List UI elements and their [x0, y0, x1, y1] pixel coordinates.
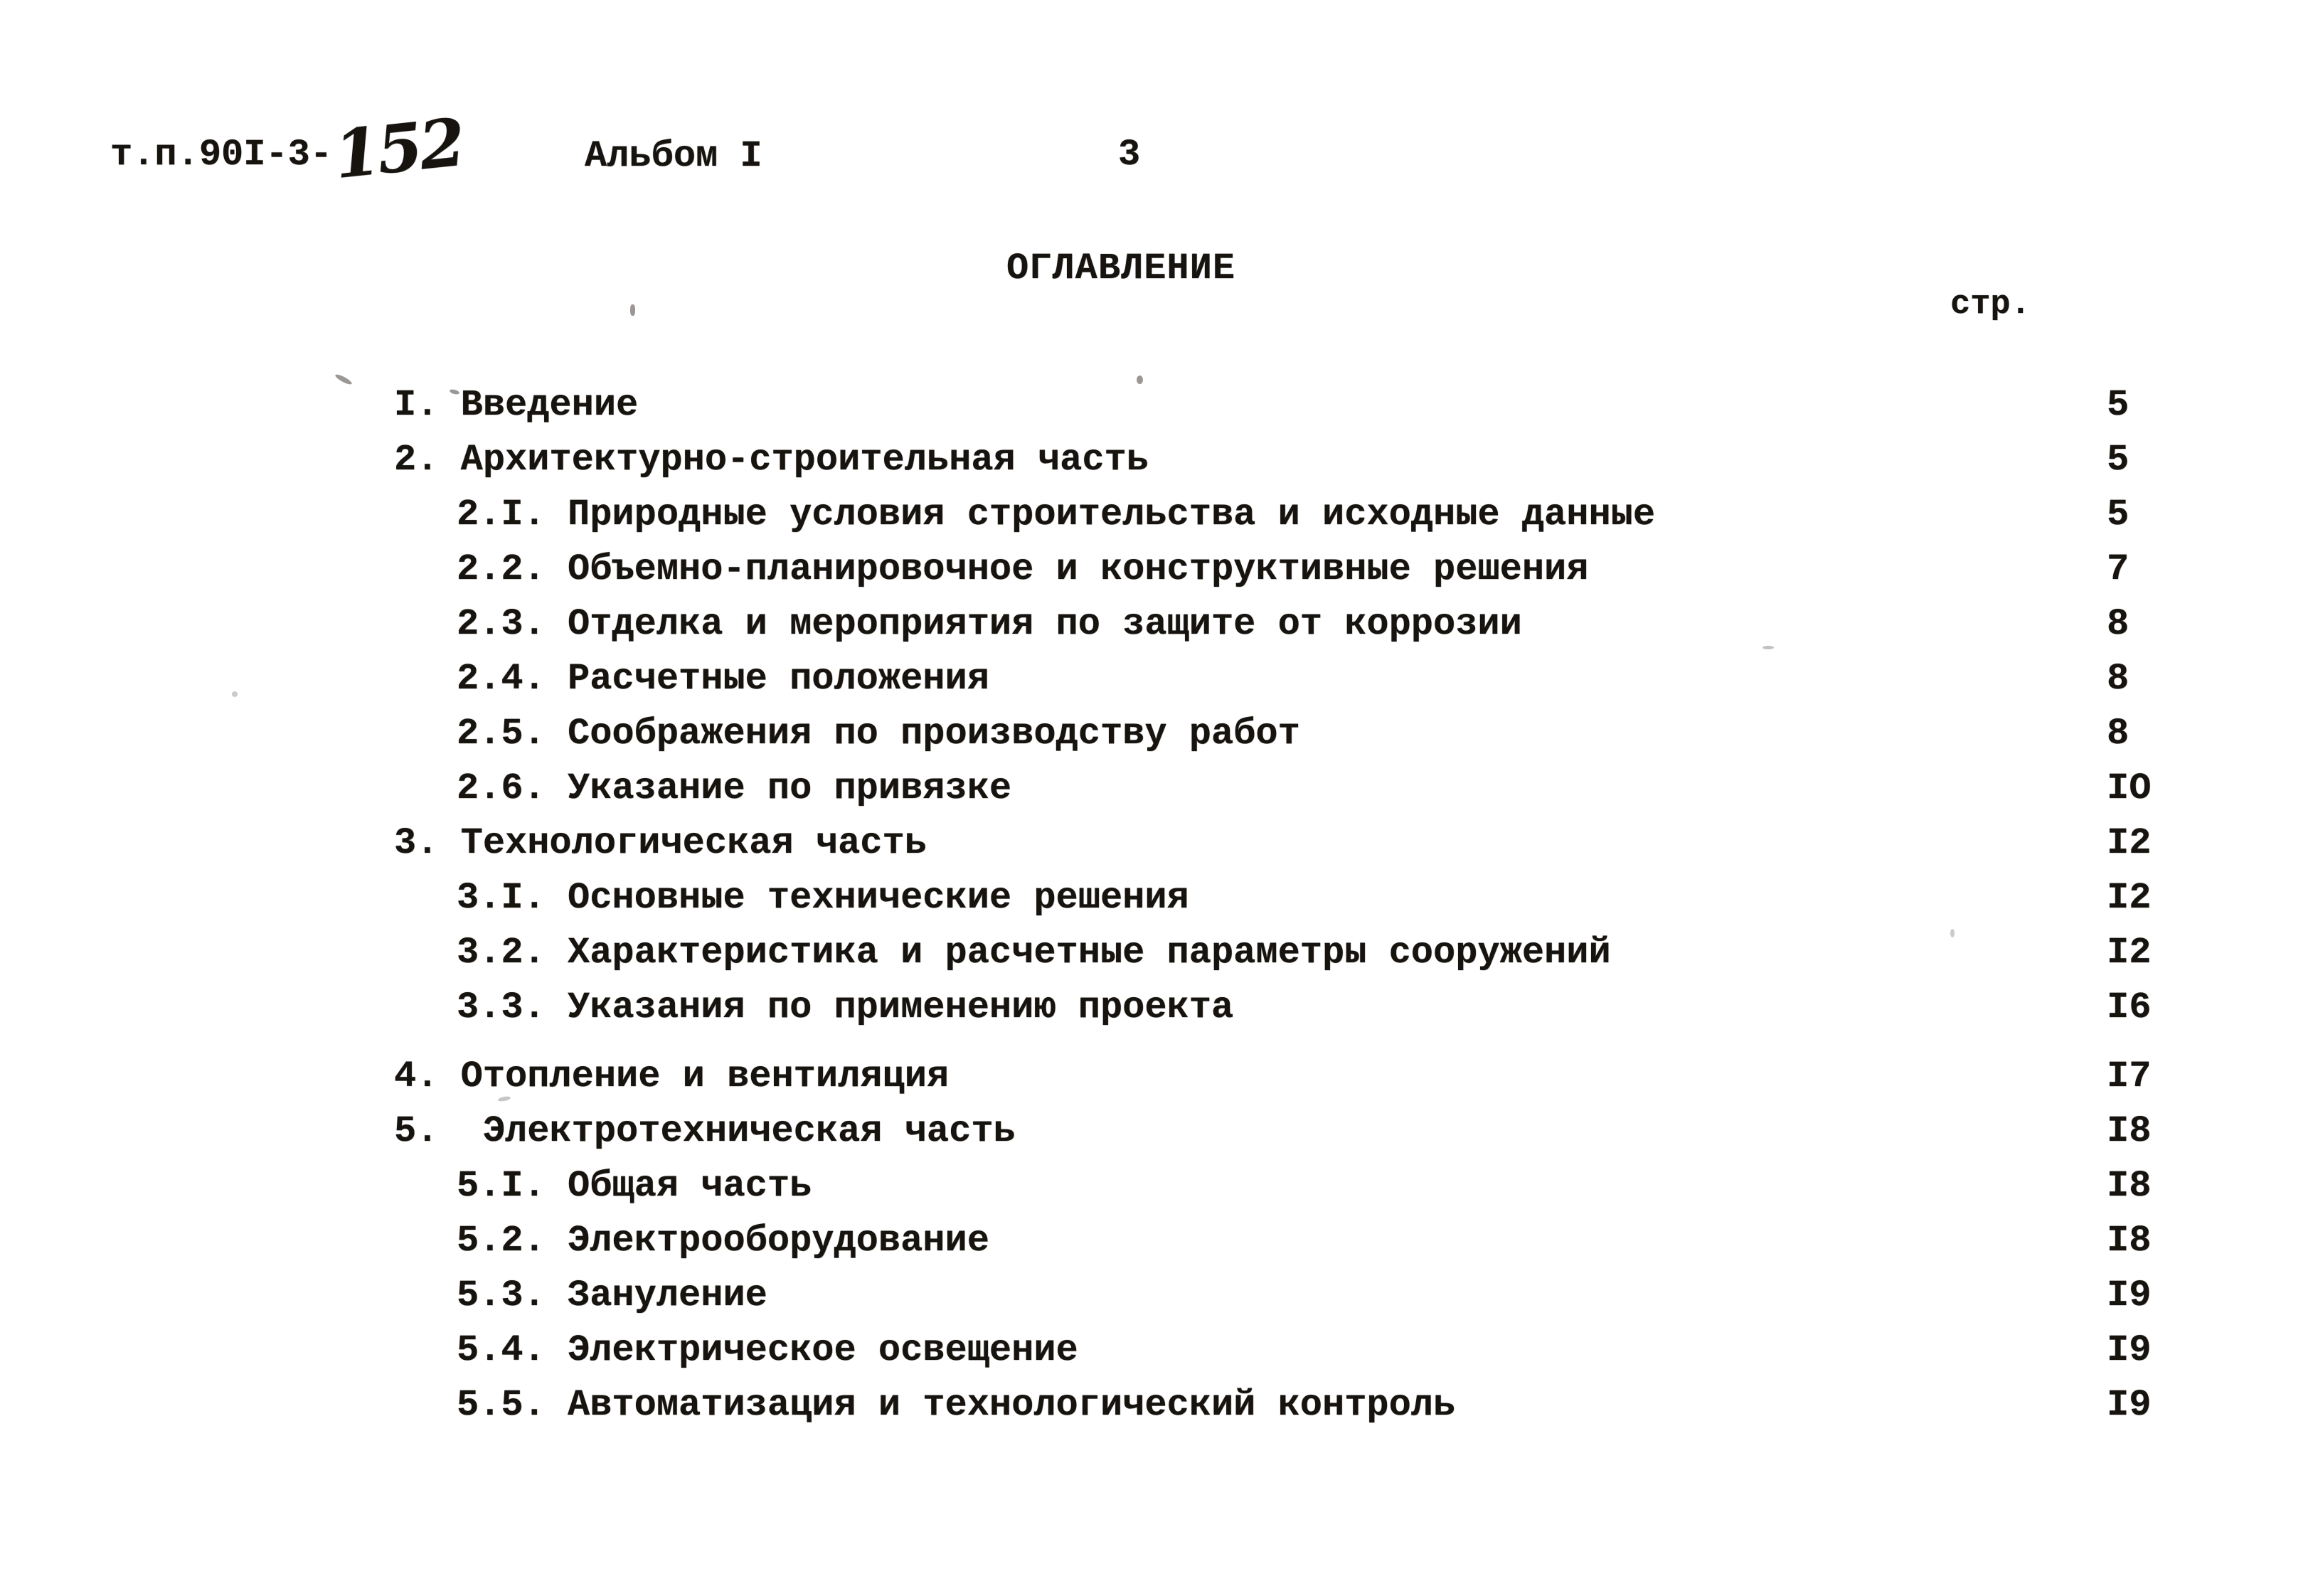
- toc-item-number: 2.6.: [457, 767, 546, 809]
- toc-item-label: Отделка и мероприятия по защите от коррозии: [568, 603, 1522, 645]
- toc-item-page: 8: [2107, 603, 2130, 645]
- toc-item-label: Электрическое освещение: [568, 1329, 1078, 1371]
- toc-item-label: Указание по привязке: [568, 767, 1012, 809]
- toc-item-label: Соображения по производству работ: [568, 713, 1300, 755]
- toc-item-number: 3.I.: [457, 877, 546, 919]
- scan-speckle: [232, 691, 238, 697]
- scan-speckle: [1137, 376, 1143, 384]
- toc-item-label: Основные технические решения: [568, 877, 1189, 919]
- toc-item-page: 8: [2107, 713, 2130, 755]
- toc-row: [394, 713, 2243, 767]
- doc-series-typed: т.п.90I-3-: [110, 134, 333, 176]
- toc-item-number: 5.2.: [457, 1220, 546, 1262]
- toc-item-number: 5.: [394, 1110, 439, 1152]
- toc-item-label: Объемно-планировочное и конструктивные решения: [568, 548, 1589, 590]
- scan-speckle: [334, 373, 353, 385]
- toc-item-number: 2.3.: [457, 603, 546, 645]
- toc-row: [394, 439, 2243, 494]
- toc-item-number: 5.I.: [457, 1165, 546, 1207]
- toc-item-number: 3.: [394, 822, 439, 864]
- doc-series-handwritten: 152: [330, 103, 467, 194]
- toc-item-label: Архитектурно-строительная часть: [460, 439, 1149, 481]
- toc-row: [394, 1384, 2243, 1439]
- toc-item-page: 8: [2107, 658, 2130, 700]
- toc-item-label: Электрооборудование: [568, 1220, 989, 1262]
- page-column-label: стр.: [1950, 286, 2031, 324]
- toc-row: [394, 1165, 2243, 1220]
- doc-series-number: [110, 103, 467, 194]
- toc-row: [394, 986, 2243, 1041]
- album-label: Альбом I: [585, 135, 762, 177]
- toc-row: [394, 1110, 2243, 1165]
- toc-item-label: Указания по применению проекта: [568, 986, 1234, 1028]
- page-title: ОГЛАВЛЕНИЕ: [1006, 248, 1236, 289]
- toc-item-number: I.: [394, 384, 439, 426]
- toc-item-label: Общая часть: [568, 1165, 812, 1207]
- toc-row: [394, 877, 2243, 932]
- toc-row: [394, 932, 2243, 986]
- toc-row: [394, 494, 2243, 548]
- toc-item-label: Электротехническая часть: [482, 1110, 1016, 1152]
- toc-item-label: Отопление и вентиляция: [460, 1055, 950, 1097]
- toc-item-page: I9: [2107, 1329, 2152, 1371]
- toc-item-label: Природные условия строительства и исходные данные: [568, 494, 1656, 536]
- toc-list: [394, 384, 2243, 1439]
- toc-row: [394, 1055, 2243, 1110]
- toc-item-number: 4.: [394, 1055, 439, 1097]
- toc-item-page: I7: [2107, 1055, 2152, 1097]
- toc-item-page: 7: [2107, 548, 2130, 590]
- toc-row: [394, 1275, 2243, 1329]
- scan-speckle: [1763, 646, 1774, 649]
- toc-item-page: I9: [2107, 1275, 2152, 1316]
- sheet-number: 3: [1118, 134, 1141, 176]
- toc-item-label: Расчетные положения: [568, 658, 989, 700]
- toc-item-label: Характеристика и расчетные параметры сооружений: [568, 932, 1611, 974]
- toc-row: [394, 548, 2243, 603]
- scan-speckle: [1950, 929, 1955, 937]
- toc-item-number: 5.4.: [457, 1329, 546, 1371]
- scan-speckle: [630, 304, 635, 316]
- toc-item-page: I8: [2107, 1165, 2152, 1207]
- toc-item-page: I6: [2107, 986, 2152, 1028]
- toc-row: [394, 384, 2243, 439]
- toc-item-label: Автоматизация и технологический контроль: [568, 1384, 1456, 1426]
- toc-item-page: IO: [2107, 767, 2152, 809]
- toc-row: [394, 1220, 2243, 1275]
- toc-item-number: 5.5.: [457, 1384, 546, 1426]
- toc-item-page: 5: [2107, 439, 2130, 481]
- toc-item-number: 2.: [394, 439, 439, 481]
- toc-row: [394, 1329, 2243, 1384]
- toc-row: [394, 658, 2243, 713]
- toc-item-page: I9: [2107, 1384, 2152, 1426]
- toc-row: [394, 603, 2243, 658]
- toc-item-page: 5: [2107, 384, 2130, 426]
- toc-row: [394, 767, 2243, 822]
- toc-item-number: 3.3.: [457, 986, 546, 1028]
- toc-item-label: Введение: [460, 384, 639, 426]
- toc-item-number: 2.4.: [457, 658, 546, 700]
- toc-item-label: Технологическая часть: [460, 822, 927, 864]
- toc-row: [394, 822, 2243, 877]
- toc-item-number: 5.3.: [457, 1275, 546, 1316]
- toc-item-label: Зануление: [568, 1275, 767, 1316]
- toc-item-page: I2: [2107, 932, 2152, 974]
- toc-item-number: 3.2.: [457, 932, 546, 974]
- toc-item-number: 2.I.: [457, 494, 546, 536]
- toc-item-page: I8: [2107, 1220, 2152, 1262]
- toc-item-page: I2: [2107, 877, 2152, 919]
- toc-item-page: 5: [2107, 494, 2130, 536]
- toc-item-number: 2.2.: [457, 548, 546, 590]
- toc-item-page: I8: [2107, 1110, 2152, 1152]
- toc-item-page: I2: [2107, 822, 2152, 864]
- toc-item-number: 2.5.: [457, 713, 546, 755]
